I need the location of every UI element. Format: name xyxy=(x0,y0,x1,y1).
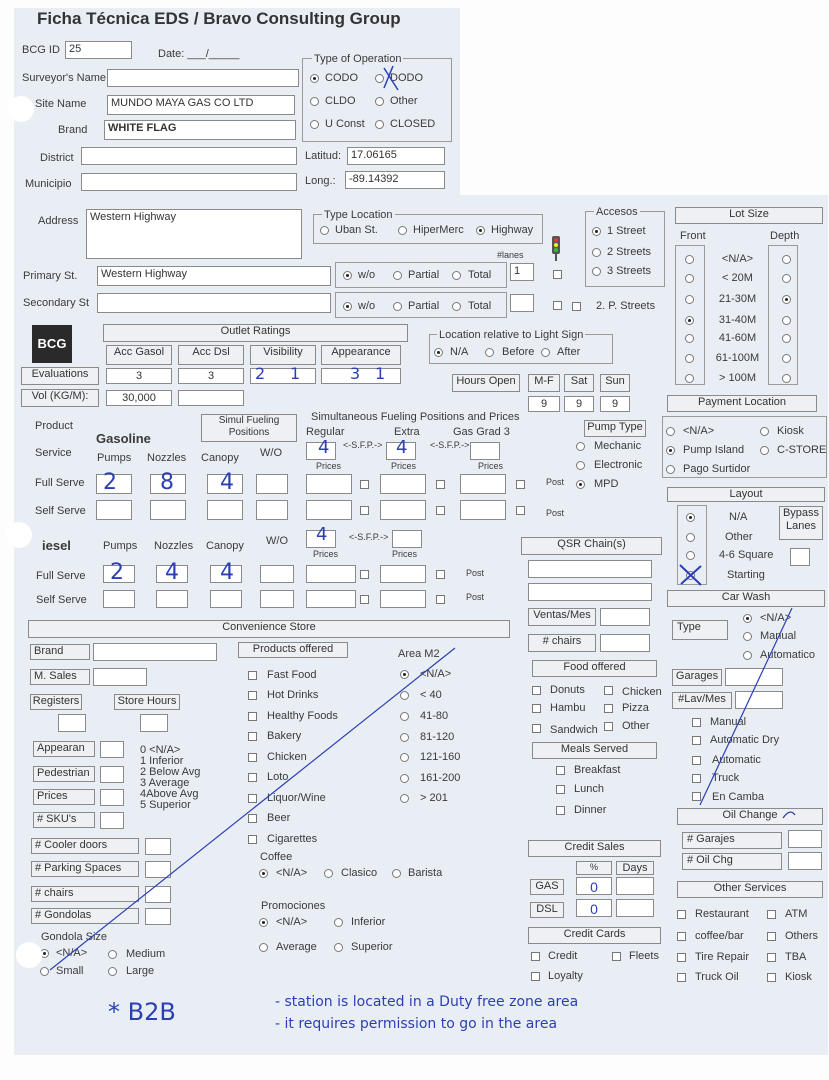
site-label: Site Name xyxy=(35,98,87,110)
hours-sun-header: Sun xyxy=(600,374,630,392)
product-label: Healthy Foods xyxy=(267,710,338,722)
store-count-label: # Gondolas xyxy=(31,908,139,924)
lav-mes-label: #Lav/Mes xyxy=(672,692,732,709)
oil-change-title: Oil Change xyxy=(677,808,823,825)
other-service-label: ATM xyxy=(785,908,808,920)
latitud-field[interactable]: 17.06165 xyxy=(347,147,445,165)
product-label: Hot Drinks xyxy=(267,689,319,701)
promo-title: Promociones xyxy=(261,900,326,912)
meals-title: Meals Served xyxy=(532,742,657,759)
primary-partial-label: Partial xyxy=(408,269,440,281)
acc-gasol-field[interactable]: 3 xyxy=(106,368,172,384)
light-sign-title: Location relative to Light Sign xyxy=(439,329,584,341)
hours-mf-field[interactable]: 9 xyxy=(528,396,560,412)
area-option: 121-160 xyxy=(420,751,461,763)
bcg-logo: BCG xyxy=(32,325,72,363)
lot-front-label: Front xyxy=(680,230,706,242)
scale-0: 0 <N/A> xyxy=(140,744,181,756)
address-field[interactable]: Western Highway xyxy=(86,209,302,259)
lot-size-option: <N/A> xyxy=(721,253,754,265)
gsize-na-label: <N/A> xyxy=(56,947,88,959)
product-label: Cigarettes xyxy=(267,833,318,845)
product-label: Liquor/Wine xyxy=(267,792,326,804)
extra-label: Extra xyxy=(394,426,420,438)
hours-sat-field[interactable]: 9 xyxy=(564,396,594,412)
area-title: Area M2 xyxy=(398,648,440,660)
oil-strike-mark xyxy=(783,812,795,818)
credit-days-header: Days xyxy=(616,861,654,875)
dsl-sfp-hw: 4 xyxy=(316,524,328,545)
other-service-label: Others xyxy=(785,930,819,942)
pump-mpd-label: MPD xyxy=(594,478,619,490)
date-label: Date: ___/_____ xyxy=(158,48,240,60)
bcg-id-label: BCG ID xyxy=(22,44,60,56)
coffee-clasico-label: Clasico xyxy=(341,867,378,879)
highway-label: Highway xyxy=(491,224,534,236)
qsr-chairs-label: # chairs xyxy=(528,634,596,652)
operation-title: Type of Operation xyxy=(314,53,402,65)
cw-adry-label: Automatic Dry xyxy=(710,734,780,746)
promo-superior-label: Superior xyxy=(351,941,393,953)
breakfast-label: Breakfast xyxy=(574,764,621,776)
credit-cards-title: Credit Cards xyxy=(528,927,661,944)
credit-dsl-label: DSL xyxy=(530,902,564,918)
area-option: 81-120 xyxy=(420,731,455,743)
dsl-wo-label: W/O xyxy=(266,535,288,547)
area-option: < 40 xyxy=(420,689,442,701)
visibility-hw: 2 xyxy=(255,364,266,383)
lot-size-title: Lot Size xyxy=(675,207,823,224)
hours-sun-field[interactable]: 9 xyxy=(600,396,630,412)
product-label: Chicken xyxy=(267,751,307,763)
form-title: Ficha Técnica EDS / Bravo Consulting Group xyxy=(37,9,401,28)
dsl-self-post: Post xyxy=(466,592,485,602)
car-wash-title: Car Wash xyxy=(667,590,825,607)
gondola-size-label: Gondola Size xyxy=(41,931,108,943)
gas-pumps-label: Pumps xyxy=(97,452,132,464)
type-location-title: Type Location xyxy=(324,209,393,221)
gas-nozzles-label: Nozzles xyxy=(147,452,187,464)
cw-automatic-label: Automatic xyxy=(712,754,761,766)
cldo-label: CLDO xyxy=(325,95,356,107)
product-label: Bakery xyxy=(267,730,302,742)
lot-depth-label: Depth xyxy=(770,230,800,242)
hours-open-label: Hours Open xyxy=(452,374,520,392)
vol-label: Vol (KG/M): xyxy=(21,389,99,407)
p2-streets-label: 2. P. Streets xyxy=(596,300,656,312)
store-count-label: # Parking Spaces xyxy=(31,861,139,877)
gsize-large-label: Large xyxy=(126,965,155,977)
vol-field[interactable]: 30,000 xyxy=(106,390,172,406)
secondary-partial-label: Partial xyxy=(408,300,440,312)
pay-pago-label: Pago Surtidor xyxy=(683,463,751,475)
coffee-na-label: <N/A> xyxy=(276,867,308,879)
gas-full-pumps-hw: 2 xyxy=(103,470,117,495)
dsl-prices-label: Prices xyxy=(313,549,339,559)
credit-sales-title: Credit Sales xyxy=(528,840,661,857)
longitud-field[interactable]: -89.14392 xyxy=(345,171,445,189)
gsize-small-label: Small xyxy=(56,965,84,977)
dsl-nozzles-label: Nozzles xyxy=(154,540,194,552)
acc-1street-label: 1 Street xyxy=(607,225,646,237)
loyalty-label: Loyalty xyxy=(548,970,583,982)
car-wash-type-label: Type xyxy=(672,620,728,640)
hambu-label: Hambu xyxy=(550,702,586,714)
scale-5: 5 Superior xyxy=(140,799,191,811)
secondary-wo-label: w/o xyxy=(358,300,376,312)
chicken-qsr-label: Chicken xyxy=(622,686,662,698)
dinner-label: Dinner xyxy=(574,804,607,816)
sfp-2: <-S.F.P.-> xyxy=(430,440,470,450)
donuts-label: Donuts xyxy=(550,684,585,696)
latitud-label: Latitud: xyxy=(305,150,342,162)
codo-label: CODO xyxy=(325,72,358,84)
b2b-note: * B2B xyxy=(108,998,176,1026)
closed-label: CLOSED xyxy=(390,118,436,130)
primary-label: Primary St. xyxy=(23,270,78,282)
dsl-pumps-label: Pumps xyxy=(103,540,138,552)
simul-fueling-header: Simul Fueling Positions xyxy=(201,414,297,442)
gas-wo-label: W/O xyxy=(260,447,282,459)
pay-kiosk-label: Kiosk xyxy=(777,425,804,437)
credit-gas-pct[interactable]: 0 xyxy=(576,877,612,895)
store-rating-label: Pedestrian xyxy=(33,766,95,782)
extra-sfp-hw: 4 xyxy=(396,437,408,458)
store-strike-line xyxy=(50,648,455,970)
layout-starting-label: Starting xyxy=(727,569,765,581)
punch-hole-top xyxy=(8,96,34,122)
acc-gasol-header: Acc Gasol xyxy=(106,345,172,365)
primary-field[interactable]: Western Highway xyxy=(97,266,331,286)
other-service-label: coffee/bar xyxy=(695,930,744,942)
layout-sq-label: 4-6 Square xyxy=(719,549,774,561)
appearance-header: Appearance xyxy=(321,345,401,365)
lanes-label: #lanes xyxy=(497,250,524,260)
pump-elec-label: Electronic xyxy=(594,459,643,471)
punch-hole-middle xyxy=(6,522,32,548)
other-service-label: Restaurant xyxy=(695,908,749,920)
gas-full-canopy-hw: 4 xyxy=(220,470,234,495)
garages-label: Garages xyxy=(672,669,722,686)
dodo-label: DODO xyxy=(390,72,423,84)
cw-manual-label: Manual xyxy=(760,630,797,642)
punch-hole-bottom xyxy=(16,942,42,968)
pay-pump-label: Pump Island xyxy=(683,444,745,456)
layout-other-label: Other xyxy=(725,531,753,543)
store-rating-label: # SKU's xyxy=(33,812,95,828)
dsl-prices-label-2: Prices xyxy=(392,549,418,559)
pump-type-title: Pump Type xyxy=(584,420,646,437)
gas-self-post: Post xyxy=(546,508,565,518)
hipermerc-label: HiperMerc xyxy=(413,224,464,236)
oil-chg-label: # Oil Chg xyxy=(682,853,782,870)
coffee-title: Coffee xyxy=(260,851,293,863)
diesel-label: iesel xyxy=(42,538,71,553)
store-msales-label: M. Sales xyxy=(30,669,90,685)
regular-prices-label: Prices xyxy=(316,461,342,471)
hours-mf-header: M-F xyxy=(528,374,560,392)
lot-size-option: 21-30M xyxy=(718,293,757,305)
bcg-id-field[interactable]: 25 xyxy=(65,41,132,59)
gas-self-label: Self Serve xyxy=(35,505,86,517)
product-label: Loto xyxy=(267,771,289,783)
cw-truck-label: Truck xyxy=(712,772,740,784)
dodo-strike-mark xyxy=(384,66,398,90)
lunch-label: Lunch xyxy=(574,783,604,795)
credit-dsl-pct[interactable]: 0 xyxy=(576,899,612,917)
area-option: 161-200 xyxy=(420,772,461,784)
credit-pct-header: % xyxy=(576,861,612,875)
uban-label: Uban St. xyxy=(335,224,378,236)
dsl-full-canopy-hw: 4 xyxy=(220,560,234,585)
evaluations-label: Evaluations xyxy=(21,367,99,385)
lot-size-option: > 100M xyxy=(719,372,756,384)
cw-camba-label: En Camba xyxy=(712,791,764,803)
store-rating-label: Appearan xyxy=(33,741,95,757)
cw-manual-check-label: Manual xyxy=(710,716,747,728)
store-brand-label: Brand xyxy=(30,644,90,660)
other-service-label: Kiosk xyxy=(785,971,812,983)
gsize-medium-label: Medium xyxy=(126,948,166,960)
secondary-total-label: Total xyxy=(468,300,492,312)
cw-auto-label: Automatico xyxy=(760,649,816,661)
fleets-label: Fleets xyxy=(629,950,659,962)
secondary-label: Secondary St xyxy=(23,297,90,309)
light-na-label: N/A xyxy=(450,346,469,358)
simul-title: Simultaneous Fueling Positions and Prices xyxy=(311,411,520,423)
pizza-label: Pizza xyxy=(622,702,649,714)
acc-2streets-label: 2 Streets xyxy=(607,246,652,258)
note-line-2: - it requires permission to go in the area xyxy=(275,1016,558,1032)
coffee-barista-label: Barista xyxy=(408,867,443,879)
carwash-strike-line xyxy=(700,608,792,805)
product-label: Product xyxy=(35,420,73,432)
acc-dsl-header: Acc Dsl xyxy=(178,345,244,365)
hours-sat-header: Sat xyxy=(564,374,594,392)
product-label: Fast Food xyxy=(267,669,317,681)
other-services-title: Other Services xyxy=(677,881,823,898)
promo-average-label: Average xyxy=(276,941,317,953)
visibility-header: Visibility xyxy=(250,345,316,365)
acc-3streets-label: 3 Streets xyxy=(607,265,652,277)
ventas-label: Ventas/Mes xyxy=(528,608,596,626)
gas-full-label: Full Serve xyxy=(35,477,85,489)
qsr-title: QSR Chain(s) xyxy=(521,537,662,555)
lanes-field[interactable]: 1 xyxy=(510,263,534,281)
surveyor-label: Surveyor's Name xyxy=(22,72,107,84)
gas-full-post: Post xyxy=(546,477,565,487)
gasoline-label: Gasoline xyxy=(96,431,151,446)
dsl-full-nozzles-hw: 4 xyxy=(165,560,179,585)
lot-size-option: 61-100M xyxy=(715,352,760,364)
acc-dsl-field[interactable]: 3 xyxy=(178,368,244,384)
scale-2: 2 Below Avg xyxy=(140,766,201,778)
credit-label: Credit xyxy=(548,950,578,962)
area-option: <N/A> xyxy=(420,668,452,680)
area-option: 41-80 xyxy=(420,710,449,722)
other-service-label: TBA xyxy=(785,951,807,963)
store-count-label: # chairs xyxy=(31,886,139,902)
food-offered-title: Food offered xyxy=(532,660,657,677)
other-op-label: Other xyxy=(390,95,418,107)
store-rating-label: Prices xyxy=(33,789,95,805)
bypass-lanes-label: Bypass Lanes xyxy=(779,506,823,540)
dsl-full-pumps-hw: 2 xyxy=(110,560,124,585)
service-label: Service xyxy=(35,447,72,459)
dsl-sfp: <-S.F.P.-> xyxy=(349,532,389,542)
area-option: > 201 xyxy=(420,792,448,804)
light-before-label: Before xyxy=(502,346,535,358)
other-food-label: Other xyxy=(622,720,650,732)
address-label: Address xyxy=(38,215,79,227)
store-count-label: # Cooler doors xyxy=(31,838,139,854)
pump-mech-label: Mechanic xyxy=(594,440,642,452)
primary-wo-label: w/o xyxy=(358,269,376,281)
other-service-label: Tire Repair xyxy=(695,951,749,963)
appearance-hw: 3 xyxy=(350,364,361,383)
promo-na-label: <N/A> xyxy=(276,916,308,928)
sfp-1: <-S.F.P.-> xyxy=(343,440,383,450)
brand-label: Brand xyxy=(58,124,88,136)
scale-4: 4Above Avg xyxy=(140,788,199,800)
payment-title: Payment Location xyxy=(667,395,817,412)
district-label: District xyxy=(40,152,74,164)
extra-prices-label: Prices xyxy=(391,461,417,471)
accesos-title: Accesos xyxy=(596,206,638,218)
primary-total-label: Total xyxy=(468,269,492,281)
dsl-full-post: Post xyxy=(466,568,485,578)
lot-size-option: 31-40M xyxy=(718,314,757,326)
other-service-label: Truck Oil xyxy=(695,971,739,983)
sandwich-label: Sandwich xyxy=(550,724,598,736)
visibility-hw2: 1 xyxy=(290,364,301,383)
products-title: Products offered xyxy=(238,642,348,658)
product-label: Beer xyxy=(267,812,291,824)
dsl-self-label: Self Serve xyxy=(36,594,87,606)
appearance-hw2: 1 xyxy=(375,364,386,383)
credit-gas-label: GAS xyxy=(530,879,564,895)
gas-canopy-label: Canopy xyxy=(201,452,239,464)
dsl-canopy-label: Canopy xyxy=(206,540,244,552)
promo-inferior-label: Inferior xyxy=(351,916,386,928)
registers-label: Registers xyxy=(30,694,82,710)
scale-1: 1 Inferior xyxy=(140,755,184,767)
note-line-1: - station is located in a Duty free zone area xyxy=(275,994,579,1010)
cw-na-label: <N/A> xyxy=(760,612,792,624)
layout-title: Layout xyxy=(667,487,825,502)
grad3-prices-label: Prices xyxy=(478,461,504,471)
longitud-label: Long.: xyxy=(305,175,336,187)
brand-field[interactable]: WHITE FLAG xyxy=(104,120,296,140)
regular-sfp-hw: 4 xyxy=(318,437,330,458)
dsl-full-label: Full Serve xyxy=(36,570,86,582)
outlet-ratings-title: Outlet Ratings xyxy=(103,324,408,342)
layout-na-label: N/A xyxy=(729,511,748,523)
store-hours-label: Store Hours xyxy=(114,694,180,710)
scale-3: 3 Average xyxy=(140,777,190,789)
site-name-field[interactable]: MUNDO MAYA GAS CO LTD xyxy=(107,95,295,115)
municipio-label: Municipio xyxy=(25,178,72,190)
pay-cstore-label: C-STORE xyxy=(777,444,827,456)
uconst-label: U Const xyxy=(325,118,365,130)
grad3-label: Gas Grad 3 xyxy=(453,426,510,438)
regular-label: Regular xyxy=(306,426,345,438)
light-after-label: After xyxy=(557,346,581,358)
oil-garajes-label: # Garajes xyxy=(682,832,782,849)
gas-full-nozzles-hw: 8 xyxy=(160,470,174,495)
pay-na-label: <N/A> xyxy=(683,425,715,437)
lot-size-option: < 20M xyxy=(722,272,753,284)
store-title: Convenience Store xyxy=(28,620,510,638)
lot-size-option: 41-60M xyxy=(718,332,757,344)
